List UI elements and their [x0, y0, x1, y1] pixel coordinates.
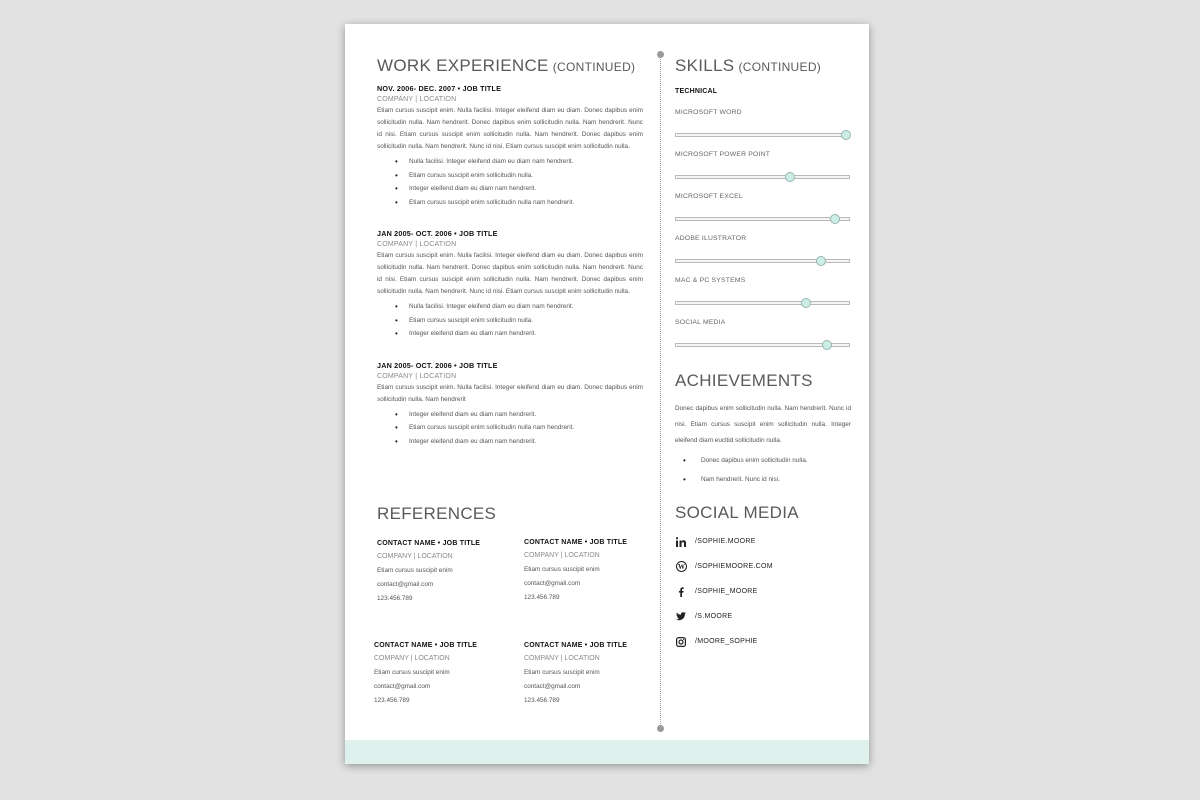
social-list — [675, 529, 851, 654]
reference-company: COMPANY | LOCATION — [524, 552, 600, 559]
work-experience-title: WORK EXPERIENCE — [377, 56, 549, 75]
skill-slider-track[interactable] — [675, 133, 850, 137]
job-description: Etiam cursus suscipit enim. Nulla facilisi. Integer eleifend diam eu diam. Donec dapibus enim sollicitudin nulla. Nam hendrerit. Donec dapibus enim sollicitudin nulla. Nam hendrerit. Nunc id nisi. Etiam cursus suscipit enim sollicitudin nulla. Nam hendrerit. Donec dapibus enim sollicitudin nulla. Nam hendrerit. Nunc id nisi. Etiam cursus suscipit enim sollicitudin nulla. — [377, 252, 643, 295]
skills-title: SKILLS — [675, 56, 735, 75]
job-bullets — [395, 300, 643, 341]
job-bullet: • Etiam cursus suscipit enim sollicitudin nulla. — [395, 314, 643, 328]
skill-name: ADOBE ILUSTRATOR — [675, 235, 747, 242]
column-divider — [660, 54, 661, 728]
job-company: COMPANY | LOCATION — [377, 96, 457, 103]
skill-slider-track[interactable] — [675, 175, 850, 179]
skill-slider-track[interactable] — [675, 301, 850, 305]
work-experience-subtitle: (CONTINUED) — [552, 60, 636, 74]
job-entry — [377, 84, 643, 209]
skill-item — [675, 151, 851, 179]
skill-item — [675, 319, 851, 347]
job-company: COMPANY | LOCATION — [377, 372, 457, 380]
job-bullet: • Etiam cursus suscipit enim sollicitudin nulla. — [395, 169, 643, 183]
reference-company: COMPANY | LOCATION — [374, 655, 450, 662]
social-link-wordpress[interactable] — [675, 554, 851, 579]
job-bullets — [395, 408, 643, 449]
achievements-list — [683, 451, 851, 489]
skill-slider-knob[interactable] — [785, 172, 795, 182]
achievement-bullet: • Nam hendrerit. Nunc id nisi. — [683, 470, 851, 489]
job-heading: JAN 2005- OCT. 2006 • JOB TITLE — [377, 229, 498, 238]
job-bullet: • Integer eleifend diam eu diam nam hendrerit. — [395, 182, 643, 196]
social-label: /MOORE_SOPHIE — [695, 638, 758, 645]
job-description: Etiam cursus suscipit enim. Nulla facilisi. Integer eleifend diam eu diam. Donec dapibus enim sollicitudin nulla. Nam hendrerit — [377, 383, 643, 403]
twitter-icon — [675, 611, 687, 623]
job-bullet: • Etiam cursus suscipit enim sollicitudin nulla nam hendrerit. — [395, 196, 643, 210]
social-label: /S.MOORE — [695, 613, 733, 620]
reference-phone: 123.456.789 — [374, 697, 410, 704]
skill-slider-track[interactable] — [675, 259, 850, 263]
work-experience-heading — [377, 56, 643, 76]
achievements-description: Donec dapibus enim sollicitudin nulla. Nam hendrerit. Nunc id nisi. Etiam cursus suscipit enim sollicitudin nulla. Integer eleifend diam eucltid sollicitudin nulla. — [675, 405, 851, 444]
skills-list — [675, 109, 851, 347]
reference-name: CONTACT NAME • JOB TITLE — [524, 642, 628, 649]
reference-card — [374, 642, 514, 704]
skill-slider-track[interactable] — [675, 217, 850, 221]
reference-card — [524, 642, 664, 704]
job-entry — [377, 229, 643, 341]
job-bullet: • Integer eleifend diam eu diam nam hendrerit. — [395, 435, 643, 449]
footer-accent-band — [345, 740, 869, 764]
job-description: Etiam cursus suscipit enim. Nulla facilisi. Integer eleifend diam eu diam. Donec dapibus enim sollicitudin nulla. Nam hendrerit. Donec dapibus enim sollicitudin nulla. Nam hendrerit. Nunc id nisi. Etiam cursus suscipit enim sollicitudin nulla. Nam hendrerit. Donec dapibus enim sollicitudin nulla. Nam hendrerit. Nunc id nisi. Etiam cursus suscipit enim sollicitudin nulla. — [377, 107, 643, 150]
job-bullet: • Nulla facilisi. Integer eleifend diam eu diam nam hendrerit. — [395, 300, 643, 314]
job-bullet: • Integer eleifend diam eu diam nam hendrerit. — [395, 327, 643, 341]
social-link-linkedin[interactable] — [675, 529, 851, 554]
social-link-facebook[interactable] — [675, 579, 851, 604]
skill-item — [675, 109, 851, 137]
svg-text:W: W — [677, 563, 685, 571]
skill-item — [675, 235, 851, 263]
skill-slider-track[interactable] — [675, 343, 850, 347]
right-column — [675, 56, 851, 654]
skill-name: MICROSOFT POWER POINT — [675, 151, 771, 158]
skill-name: MAC & PC SYSTEMS — [675, 277, 746, 284]
job-bullets — [395, 155, 643, 209]
skill-slider-knob[interactable] — [816, 256, 826, 266]
skill-name: MICROSOFT WORD — [675, 109, 742, 116]
skill-slider-knob[interactable] — [841, 130, 851, 140]
skill-name: MICROSOFT EXCEL — [675, 193, 743, 200]
reference-description: Etiam cursus suscipit enim — [524, 669, 600, 676]
reference-email: contact@gmail.com — [524, 580, 581, 587]
job-heading: NOV. 2006- DEC. 2007 • JOB TITLE — [377, 84, 502, 93]
reference-company: COMPANY | LOCATION — [377, 553, 453, 560]
facebook-icon — [675, 586, 687, 598]
reference-phone: 123.456.789 — [524, 594, 560, 601]
instagram-icon — [675, 636, 687, 648]
social-label: /SOPHIE_MOORE — [695, 588, 758, 595]
wordpress-icon — [675, 561, 687, 573]
social-label: /SOPHIE.MOORE — [695, 538, 756, 545]
social-link-twitter[interactable] — [675, 604, 851, 629]
skill-item — [675, 193, 851, 221]
skills-subtitle: (CONTINUED) — [738, 60, 822, 74]
job-heading: JAN 2005- OCT. 2006 • JOB TITLE — [377, 360, 498, 370]
divider-top-dot — [657, 51, 664, 58]
reference-card — [377, 540, 517, 602]
skills-group-label: TECHNICAL — [675, 88, 718, 95]
skills-heading — [675, 56, 851, 76]
reference-email: contact@gmail.com — [377, 581, 434, 588]
reference-description: Etiam cursus suscipit enim — [524, 566, 600, 573]
job-company: COMPANY | LOCATION — [377, 241, 457, 248]
skill-item — [675, 277, 851, 305]
job-bullet: • Integer eleifend diam eu diam nam hendrerit. — [395, 408, 643, 422]
reference-name: CONTACT NAME • JOB TITLE — [377, 540, 481, 547]
skill-slider-knob[interactable] — [822, 340, 832, 350]
reference-company: COMPANY | LOCATION — [524, 655, 600, 662]
reference-email: contact@gmail.com — [524, 683, 581, 690]
job-bullet: • Etiam cursus suscipit enim sollicitudin nulla nam hendrerit. — [395, 421, 643, 435]
achievement-bullet: • Donec dapibus enim sollicitudin nulla. — [683, 451, 851, 470]
job-bullet: • Nulla facilisi. Integer eleifend diam eu diam nam hendrerit. — [395, 155, 643, 169]
reference-description: Etiam cursus suscipit enim — [377, 567, 453, 574]
linkedin-icon — [675, 536, 687, 548]
references-heading: REFERENCES — [377, 504, 497, 523]
reference-phone: 123.456.789 — [524, 697, 560, 704]
skill-slider-knob[interactable] — [830, 214, 840, 224]
social-label: /SOPHIEMOORE.COM — [695, 563, 773, 570]
reference-description: Etiam cursus suscipit enim — [374, 669, 450, 676]
reference-card — [524, 539, 664, 601]
social-link-instagram[interactable] — [675, 629, 851, 654]
skill-name: SOCIAL MEDIA — [675, 319, 726, 326]
reference-email: contact@gmail.com — [374, 683, 431, 690]
job-entry — [377, 361, 643, 449]
left-column — [377, 56, 643, 448]
reference-name: CONTACT NAME • JOB TITLE — [524, 539, 628, 546]
reference-phone: 123.456.789 — [377, 595, 413, 602]
social-media-heading: SOCIAL MEDIA — [675, 503, 799, 522]
reference-name: CONTACT NAME • JOB TITLE — [374, 642, 478, 649]
skill-slider-knob[interactable] — [801, 298, 811, 308]
achievements-heading: ACHIEVEMENTS — [675, 371, 813, 390]
divider-bottom-dot — [657, 725, 664, 732]
resume-page — [345, 24, 869, 764]
